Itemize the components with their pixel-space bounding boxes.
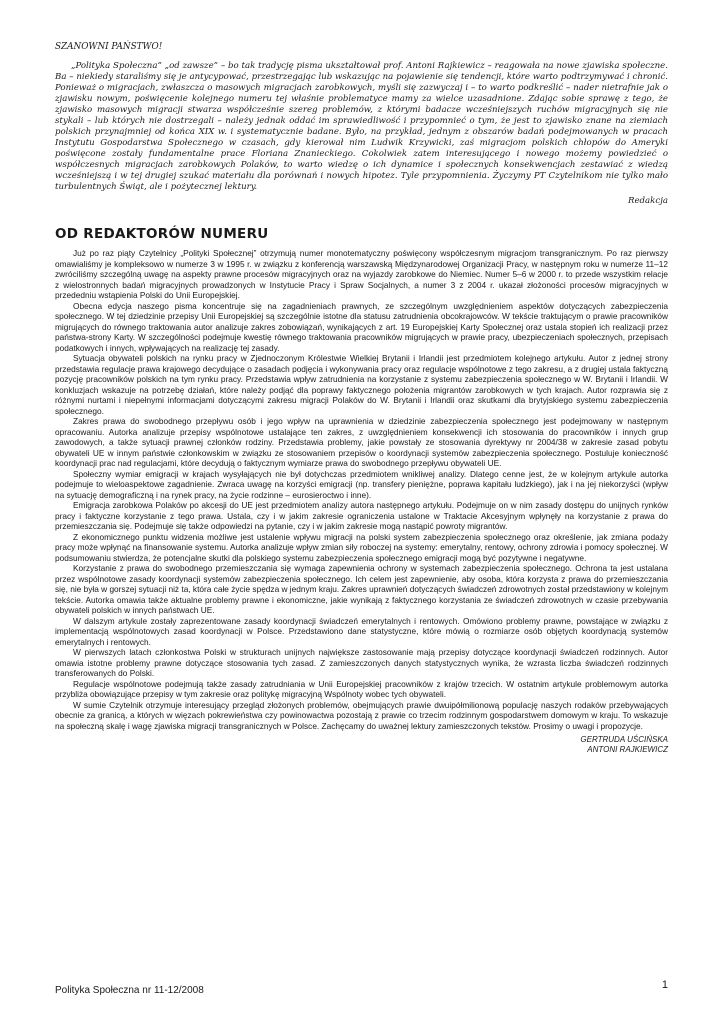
- author-name: ANTONI RAJKIEWICZ: [587, 745, 668, 754]
- body-paragraph: W pierwszych latach członkostwa Polski w strukturach unijnych największe zastosowanie mają przepisy dotyczące koordynacji świadczeń rodzinnych. Autor omawia istotne problemy prawne dotyczące stosowania tych zasad. Z zamieszczonych danych statystycznych wynika, że wzrasta liczba świadczeń rodzinnych transferowanych do Polski.: [55, 647, 668, 678]
- page-content: [55, 42, 668, 755]
- body-paragraph: Zakres prawa do swobodnego przepływu osób i jego wpływ na uprawnienia w dziedzinie zabezpieczenia społecznego jest podejmowany w następnym opracowaniu. Autorka analizuje przepisy wspólnotowe ustalające ten zakres, z uwzględnieniem konsekwencji ich stosowania do pracowników i innych grup zawodowych, a także sytuacji prawnej członków rodziny. Przedstawia problemy, jakie powstały ze stosowania dyrektywy nr 2004/38 w zakresie zasad pobytu obywateli UE w innym państwie członkowskim w związku ze stosowaniem przepisów o koordynacji systemów zabezpieczenia społecznego. Postuluje konieczność koordynacji prac nad regulacjami, które decydują o faktycznym wymiarze prawa do swobodnego przepływu obywateli UE.: [55, 416, 668, 468]
- editorial-signature: Redakcja: [628, 196, 668, 206]
- body-paragraph: W sumie Czytelnik otrzymuje interesujący przegląd złożonych problemów, obejmujących prawie dwuipółmilionową populację naszych rodaków przebywających obecnie za granicą, a których w więzach pokrewieństwa czy powinowactwa pozostają z prawie co trzecim rodzinnym gospodarstwem domowym w kraju. To wskazuje na społeczną skalę i wagę zjawiska migracji transgranicznych w Polsce. Zachęcamy do uważnej lektury zamieszczonych tekstów. Prosimy o uwagi i propozycje.: [55, 699, 668, 731]
- authors-signature: [55, 735, 668, 755]
- body-paragraph: Społeczny wymiar emigracji w krajach wysyłających nie był dotychczas przedmiotem wnikliwej analizy. Dlatego cenne jest, że w kolejnym artykule autorka podejmuje to wieloaspektowe zagadnienie. Zwraca uwagę na korzyści emigracji (np. transfery pieniężne, poprawa kapitału ludzkiego), jak i na jej niekorzyści (wpływ na sytuację demograficzną i na rynek pracy, na życie rodzinne – eurosieroctwo i inne).: [55, 468, 668, 500]
- footer-journal-title: Polityka Społeczna nr 11-12/2008: [55, 985, 204, 996]
- body-paragraph: Emigracja zarobkowa Polaków po akcesji do UE jest przedmiotem analizy autora następnego artykułu. Podejmuje on w nim zasady dostępu do unijnych rynków pracy i faktyczne korzystanie z tego prawa. Ustala, czy i w jakim zakresie ograniczenia ustalone w Traktacie Akcesyjnym wpłynęły na korzystanie z prawa do przemieszczania się. Podejmuje się także odpowiedzi na pytanie, czy i w jakim zakresie mogą nastąpić powroty migrantów.: [55, 500, 668, 531]
- greeting: SZANOWNI PAŃSTWO!: [55, 42, 163, 52]
- page-number: 1: [661, 979, 668, 991]
- article-body: [55, 248, 668, 731]
- body-paragraph: Korzystanie z prawa do swobodnego przemieszczania się wymaga zapewnienia ochrony w systemach zabezpieczenia społecznego. Ochrona ta jest ustalana przez wspólnotowe zasady koordynacji systemów zabezpieczenia społecznego. Ich celem jest zapewnienie, aby osoba, która korzysta z prawa do przemieszczania się, nie była w gorszej sytuacji niż ta, która całe życie spędza w jednym kraju. Zakres uprawnień dotyczących świadczeń zdrowotnych został przedstawiony w kolejnym tekście. Autorka omawia także aktualne problemy prawne i ekonomiczne, jakie wynikają z faktycznego korzystania ze świadczeń zdrowotnych w czasie przebywania obywateli polskich w innych państwach UE.: [55, 563, 668, 615]
- editorial-intro: „Polityka Społeczna” „od zawsze” – bo tak tradycję pisma ukształtował prof. Antoni Rajkiewicz – reagowała na nowe zjawiska społeczne. Ba – niekiedy staraliśmy się je antycypować, przestrzegając lub wskazując na pojawienie się tendencji, które warto podtrzymywać i chronić. Ponieważ o migracjach, zwłaszcza o masowych migracjach zarobkowych, myśli się zazwyczaj i – to warto podkreślić – nader nietrafnie jak o zjawisku nowym, poświęcenie kolejnego numeru tej właśnie problematyce mamy za wielce uzasadnione. Zdając sobie sprawę z tego, że zjawisko masowych migracji stwarza współcześnie szereg problemów, z którymi badacze wcześniejszych ruchów migracyjnych się nie stykali – lub których nie dostrzegali – należy jednak oddać im sprawiedliwość i przypomnieć o tym, że jest to zjawisko znane na ziemiach polskich przynajmniej od końca XIX w. i systematycznie badane. Było, na przykład, jednym z obszarów badań podejmowanych w pracach Instytutu Gospodarstwa Społecznego w czasach, gdy kierował nim Ludwik Krzywicki, zaś migracjom polskich chłopów do Ameryki poświęcone zostały fundamentalne prace Floriana Znanieckiego. Cokolwiek zatem interesującego i nowego możemy powiedzieć o współczesnych migracjach zarobkowych Polaków, to warto wiedzę o ich dynamice i społecznych konsekwencjach zestawiać z wiedzą wcześniejszą i w tej drugiej szukać materiału dla porównań i nowych hipotez. Tyle przypomnienia. Życzymy PT Czytelnikom nie tylko mało turbulentnych Świąt, ale i pożytecznej lektury.: [55, 61, 668, 192]
- author-name: GERTRUDA UŚCIŃSKA: [580, 735, 668, 744]
- body-paragraph: Z ekonomicznego punktu widzenia możliwe jest ustalenie wpływu migracji na polski system zabezpieczenia społecznego oraz określenie, jak zmiana podaży pracy może wpłynąć na finansowanie systemu. Autorka analizuje wpływ zmian siły roboczej na systemy: emerytalny, rentowy, ochrony zdrowia i pomocy społecznej. W podsumowaniu stwierdza, że potencjalne skutki dla polskiego systemu zabezpieczenia społecznego emigracji mogą być pozytywne i negatywne.: [55, 531, 668, 563]
- body-paragraph: Sytuacja obywateli polskich na rynku pracy w Zjednoczonym Królestwie Wielkiej Brytanii i Irlandii jest przedmiotem kolejnego artykułu. Autor z jednej strony przedstawia regulacje prawa krajowego decydujące o zasadach podjęcia i wykonywania pracy oraz regulacje wspólnotowe z tego zakresu, a z drugiej ustala faktyczną pozycję pracowników polskich na tym rynku pracy. Przedstawia wpływ zatrudnienia na korzystanie z systemu zabezpieczenia społecznego w W. Brytanii i Irlandii. W konkluzjach wskazuje na potrzebę działań, które należy podjąć dla poprawy faktycznego położenia migrantów zarobkowych w tych krajach. Autor rozprawia się z różnymi nurtami i niepełnymi informacjami dotyczącymi zakresu migracji Polaków do W. Brytanii i Irlandii oraz skutkami dla brytyjskiego systemu zabezpieczenia społecznego.: [55, 353, 668, 416]
- body-paragraph: Obecna edycja naszego pisma koncentruje się na zagadnieniach prawnych, ze szczególnym uwzględnieniem aspektów dotyczących zabezpieczenia społecznego. W tej dziedzinie przepisy Unii Europejskiej są szczególnie istotne dla statusu zatrudnienia obcokrajowców. W tekście traktującym o prawie pracowników migrujących do równego traktowania autor analizuje zakres zobowiązań, wynikających z art. 19 Europejskiej Karty Społecznej oraz ustala stopień ich realizacji przez państwa-strony Karty. W szczególności podejmuje kwestię równego traktowania pracowników migrujących w prawie pracy, ubezpieczeniach społecznych, przepisach podatkowych i innych, wpływających na realizację tej zasady.: [55, 300, 668, 353]
- body-paragraph: Już po raz piąty Czytelnicy „Polityki Społecznej” otrzymują numer monotematyczny poświęcony współczesnym migracjom transgranicznym. Po raz pierwszy omawialiśmy je kompleksowo w numerze 3 w 1995 r. w związku z konferencją warszawską Międzynarodowej Organizacji Pracy, w następnym roku w numerze 11–12 zwróciliśmy szczególną uwagę na aspekty prawne procesów migracyjnych oraz na wyjazdy zarobkowe do Niemiec. Numer 5–6 w 2000 r. to przede wszystkim relacje z wielostronnych badań migracyjnych prowadzonych w Instytucie Pracy i Spraw Socjalnych, a numer 3 z 2004 r. ukazał złożoności procesów migracyjnych w przededniu wstąpienia Polski do Unii Europejskiej.: [55, 248, 668, 300]
- body-paragraph: W dalszym artykule zostały zaprezentowane zasady koordynacji świadczeń emerytalnych i rentowych. Omówiono problemy prawne, powstające w związku z implementacją wspólnotowych zasad koordynacji w Polsce. Przedstawiono dane statystyczne, które mówią o rozmiarze osób objętych koordynacją systemów emerytalnych i rentowych.: [55, 615, 668, 647]
- body-paragraph: Regulacje wspólnotowe podejmują także zasady zatrudniania w Unii Europejskiej pracowników z krajów trzecich. W ostatnim artykule problemowym autorka przybliża obowiązujące przepisy w tym zakresie oraz politykę migracyjną Wspólnoty wobec tych obywateli.: [55, 678, 668, 699]
- section-title: OD REDAKTORÓW NUMERU: [55, 226, 269, 242]
